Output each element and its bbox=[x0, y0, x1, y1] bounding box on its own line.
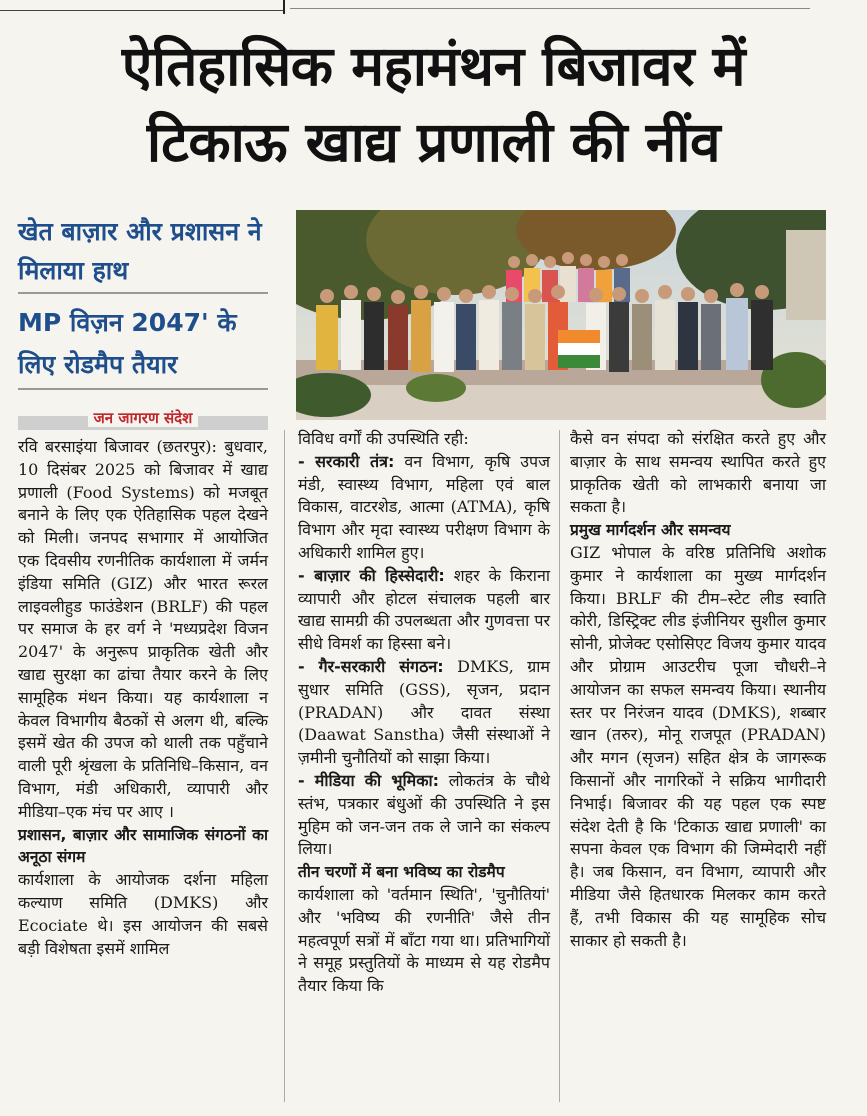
paragraph-lead: - मीडिया की भूमिका: bbox=[298, 770, 440, 790]
article-column-3 bbox=[570, 428, 826, 952]
top-rule-right bbox=[290, 8, 810, 9]
article-paragraph bbox=[298, 428, 550, 451]
column-divider-1 bbox=[284, 430, 285, 1102]
paragraph-text: शहर के किराना व्यापारी और होटल संचालक पहली बार खाद्य सामग्री की उपलब्धता और गुणवत्ता पर सीधे विमर्श का हिस्सा बने। bbox=[298, 565, 551, 654]
subheading-farm-market: खेत बाज़ार और प्रशासन ने मिलाया हाथ bbox=[18, 217, 262, 285]
article-paragraph bbox=[570, 542, 826, 952]
article-paragraph bbox=[298, 451, 550, 565]
article-paragraph bbox=[18, 436, 268, 824]
section-heading: प्रमुख मार्गदर्शन और समन्वय bbox=[570, 521, 731, 540]
column-divider-2 bbox=[559, 430, 560, 1102]
article-column-1 bbox=[18, 436, 268, 960]
paragraph-text: DMKS, ग्राम सुधार समिति (GSS), सृजन, प्रदान (PRADAN) और दावत संस्था (Daawat Sanstha) जैसी संस्थाओं ने ज़मीनी चुनौतियों को साझा किया। bbox=[298, 656, 550, 768]
paragraph-text: कार्यशाला के आयोजक दर्शना महिला कल्याण समिति (DMKS) और Ecociate थे। इस आयोजन की सबसे बड़ी विशेषता इसमें शामिल bbox=[18, 870, 268, 958]
subheading-divider-2 bbox=[18, 388, 268, 390]
article-paragraph bbox=[298, 770, 550, 861]
article-paragraph bbox=[298, 656, 550, 770]
paragraph-lead: - सरकारी तंत्र: bbox=[298, 451, 395, 471]
section-heading: प्रशासन, बाज़ार और सामाजिक संगठनों का अनूठा संगम bbox=[18, 825, 268, 867]
section-heading: तीन चरणों में बना भविष्य का रोडमैप bbox=[298, 863, 505, 882]
paragraph-text: GIZ भोपाल के वरिष्ठ प्रतिनिधि अशोक कुमार ने कार्यशाला का मुख्य मार्गदर्शन किया। BRLF की टीम–स्टेट लीड स्वाति कोरी, डिस्ट्रिक्ट लीड इंजीनियर सुशील कुमार सोनी, प्रोजेक्ट एसोसिएट विजय कुमार यादव और प्रोग्राम आउटरीच पूजा चौधरी–ने आयोजन का सफल समन्वय किया। स्थानीय स्तर पर निरंजन यादव (DMKS), शब्बार खान (तरुर), मोनू राजपूत (PRADAN) और मगन (सृजन) सहित क्षेत्र के जागरूक किसानों और नागरिकों ने सक्रिय भागीदारी निभाई। बिजावर की यह पहल एक स्पष्ट संदेश देती है कि 'टिकाऊ खाद्य प्रणाली' का सपना केवल एक विभाग की जिम्मेदारी नहीं है। जब किसान, वन विभाग, व्यापारी और मीडिया जैसे हितधारक मिलकर काम करते हैं, तभी विकास की यह सामूहिक सोच साकार हो सकती है। bbox=[570, 542, 826, 950]
article-paragraph bbox=[570, 428, 826, 519]
headline bbox=[10, 28, 857, 180]
group-photo bbox=[296, 210, 826, 420]
headline-line-1: ऐतिहासिक महामंथन बिजावर में bbox=[121, 34, 746, 98]
article-paragraph bbox=[298, 565, 550, 656]
subheading-divider bbox=[18, 292, 268, 294]
top-rule-divider bbox=[283, 0, 285, 14]
headline-line-2: टिकाऊ खाद्य प्रणाली की नींव bbox=[146, 110, 721, 174]
paragraph-text: वन विभाग, कृषि उपज मंडी, स्वास्थ्य विभाग, महिला एवं बाल विकास, वाटरशेड, आत्मा (ATMA), कृषि विभाग और मृदा स्वास्थ्य परीक्षण विभाग के अधिकारी शामिल हुए। bbox=[298, 451, 550, 562]
paragraph-lead: - गैर-सरकारी संगठन: bbox=[298, 656, 444, 676]
subheading-vision-2047: MP विज़न 2047' के लिए रोडमैप तैयार bbox=[18, 308, 237, 379]
paragraph-text: विविध वर्गों की उपस्थिति रही: bbox=[298, 429, 469, 448]
paragraph-text: रवि बरसाइंया बिजावर (छतरपुर): बुधवार, 10 दिसंबर 2025 को बिजावर में खाद्य प्रणाली (Food Systems) को मजबूत बनाने के लिए एक ऐतिहासिक पहल देखने को मिली। जनपद सभागार में आयोजित एक दिवसीय रणनीतिक कार्यशाला में जर्मन इंडिया समिति (GIZ) और भारत रूरल लाइवलीहुड फाउंडेशन (BRLF) की पहल पर समाज के हर वर्ग ने 'मध्यप्रदेश विजन 2047' के अनुरूप प्राकृतिक खेती और खाद्य सुरक्षा का ढांचा तैयार करने के लिए सामूहिक मंथन किया। यह कार्यशाला न केवल विभागीय बैठकों से अलग थी, बल्कि इसमें खेत की उपज को थाली तक पहुँचाने वाली पूरी श्रृंखला के प्रतिनिधि–किसान, वन विभाग, मंडी अधिकारी, व्यापारी और मीडिया–एक मंच पर आए । bbox=[18, 437, 268, 821]
article-column-2 bbox=[298, 428, 550, 998]
group-photo-illustration bbox=[296, 210, 826, 420]
paragraph-lead: - बाज़ार की हिस्सेदारी: bbox=[298, 565, 445, 585]
byline: जन जागरण संदेश bbox=[18, 408, 268, 428]
paragraph-text: लोकतंत्र के चौथे स्तंभ, पत्रकार बंधुओं की उपस्थिति ने इस मुहिम को जन-जन तक ले जाने का संकल्प लिया। bbox=[298, 770, 551, 859]
paragraph-text: कैसे वन संपदा को संरक्षित करते हुए और बाज़ार के साथ समन्वय स्थापित करते हुए प्राकृतिक खेती को लाभकारी बनाया जा सकता है। bbox=[570, 429, 826, 517]
article-paragraph bbox=[18, 869, 268, 960]
top-rule-left bbox=[0, 10, 283, 11]
top-rule bbox=[0, 0, 867, 18]
paragraph-text: कार्यशाला को 'वर्तमान स्थिति', 'चुनौतियां' और 'भविष्य की रणनीति' जैसे तीन महत्वपूर्ण सत्रों में बाँटा गया था। प्रतिभागियों ने समूह प्रस्तुतियों के माध्यम से यह रोडमैप तैयार किया कि bbox=[298, 884, 550, 996]
article-paragraph bbox=[298, 884, 550, 998]
